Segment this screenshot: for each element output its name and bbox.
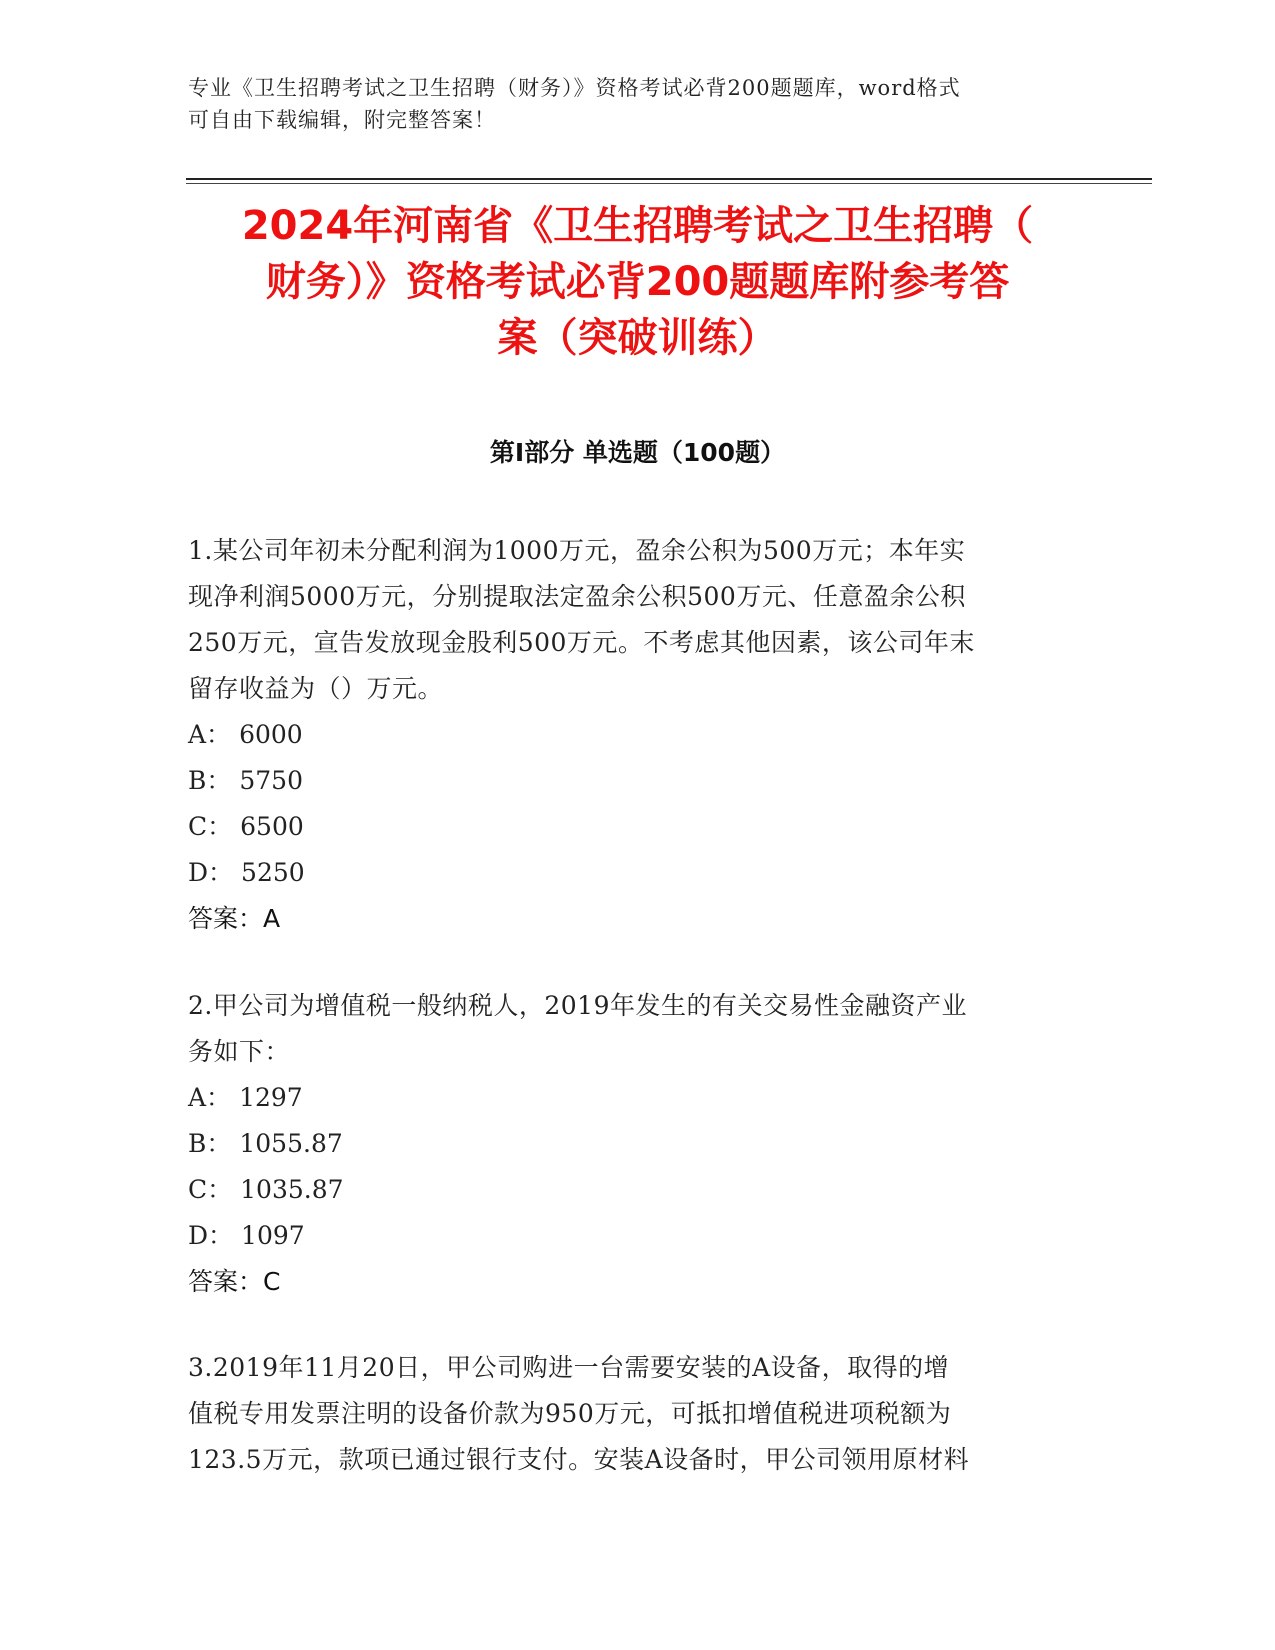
question-text-line: 留存收益为（）万元。 [188, 674, 444, 703]
question-1 [188, 528, 1088, 942]
option-key: C： [188, 1175, 233, 1204]
option-key: C： [188, 812, 233, 841]
option-key: D： [188, 1221, 234, 1250]
header-divider-thin [186, 183, 1152, 184]
question-text-line: 2.甲公司为增值税一般纳税人，2019年发生的有关交易性金融资产业 [188, 991, 967, 1020]
section-heading: 第Ⅰ部分 单选题（100题） [489, 438, 786, 467]
header-note [188, 72, 1088, 136]
option-value: 5250 [241, 858, 305, 887]
document-title [150, 198, 1125, 366]
option-d [188, 850, 1088, 896]
header-note-line: 可自由下载编辑，附完整答案！ [188, 108, 496, 132]
question-text-line: 现净利润5000万元，分别提取法定盈余公积500万元、任意盈余公积 [188, 582, 966, 611]
title-line: 财务）》资格考试必背200题题库附参考答 [265, 259, 1010, 305]
question-text-line: 值税专用发票注明的设备价款为950万元，可抵扣增值税进项税额为 [188, 1399, 952, 1428]
option-key: A： [188, 1083, 232, 1112]
title-line: 案（突破训练） [497, 315, 778, 361]
option-value: 1297 [239, 1083, 303, 1112]
question-3 [188, 1345, 1088, 1483]
option-a [188, 1075, 1088, 1121]
option-value: 1035.87 [240, 1175, 344, 1204]
option-value: 5750 [239, 766, 303, 795]
answer-line: 答案：A [188, 904, 281, 933]
question-text-line: 3.2019年11月20日，甲公司购进一台需要安装的A设备，取得的增 [188, 1353, 950, 1382]
option-d [188, 1213, 1088, 1259]
option-c [188, 804, 1088, 850]
question-text-line: 123.5万元，款项已通过银行支付。安装A设备时，甲公司领用原材料 [188, 1445, 970, 1474]
question-2 [188, 983, 1088, 1305]
question-text-line: 1.某公司年初未分配利润为1000万元，盈余公积为500万元；本年实 [188, 536, 966, 565]
option-value: 6000 [239, 720, 303, 749]
question-text-line: 250万元，宣告发放现金股利500万元。不考虑其他因素，该公司年末 [188, 628, 975, 657]
option-key: A： [188, 720, 232, 749]
option-c [188, 1167, 1088, 1213]
option-b [188, 758, 1088, 804]
title-line: 2024年河南省《卫生招聘考试之卫生招聘（ [241, 203, 1034, 249]
option-value: 1097 [241, 1221, 305, 1250]
header-note-line: 专业《卫生招聘考试之卫生招聘（财务）》资格考试必背200题题库，word格式 [188, 76, 961, 100]
option-value: 1055.87 [239, 1129, 343, 1158]
option-key: D： [188, 858, 234, 887]
question-text-line: 务如下： [188, 1037, 291, 1066]
option-b [188, 1121, 1088, 1167]
option-key: B： [188, 1129, 232, 1158]
option-value: 6500 [240, 812, 304, 841]
answer-line: 答案：C [188, 1267, 281, 1296]
header-divider [186, 178, 1152, 180]
option-key: B： [188, 766, 232, 795]
option-a [188, 712, 1088, 758]
